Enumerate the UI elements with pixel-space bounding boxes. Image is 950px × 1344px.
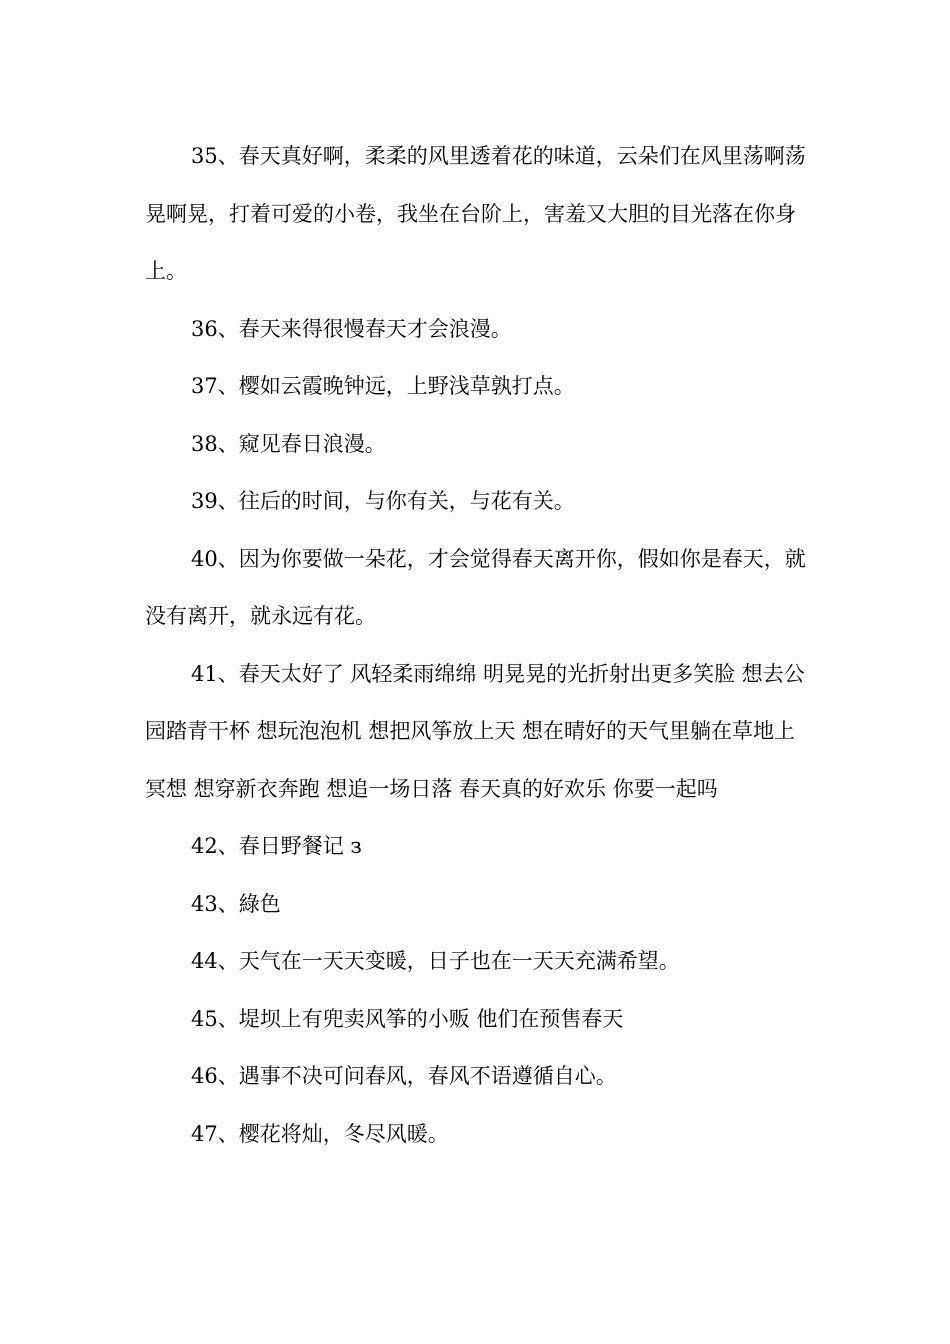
paragraph-43: 43、綠色 [191,891,281,916]
paragraph-47: 47、樱花将灿，冬尽风暖。 [191,1121,449,1146]
paragraph-46: 46、遇事不决可问春风，春风不语遵循自心。 [191,1064,617,1088]
paragraph-45: 45、堤坝上有兜卖风筝的小贩 他们在预售春天 [191,1006,624,1031]
paragraph-42: 42、春日野餐记 з [191,834,362,858]
paragraph-40: 40、因为你要做一朵花，才会觉得春天离开你，假如你是春天，就没有离开，就永远有花。 [145,546,806,628]
paragraph-35: 35、春天真好啊，柔柔的风里透着花的味道，云朵们在风里荡啊荡晃啊晃，打着可爱的小卷，我坐在台阶上，害羞又大胆的目光落在你身上。 [145,144,806,283]
paragraph-36: 36、春天来得很慢春天才会浪漫。 [191,316,512,341]
paragraph-44: 44、天气在一天天变暖，日子也在一天天充满希望。 [191,949,680,973]
paragraph-38: 38、窥见春日浪漫。 [191,431,386,456]
paragraph-39: 39、往后的时间，与你有关，与花有关。 [191,489,575,513]
paragraph-37: 37、樱如云霞晚钟远，上野浅草孰打点。 [191,374,575,398]
paragraph-41: 41、春天太好了 风轻柔雨绵绵 明晃晃的光折射出更多笑脸 想去公园踏青干杯 想玩泡泡机 想把风筝放上天 想在晴好的天气里躺在草地上冥想 想穿新衣奔跑 想追一场日落 春天真的好欢乐 你要一起吗 [145,661,805,801]
document-body [145,128,813,1163]
